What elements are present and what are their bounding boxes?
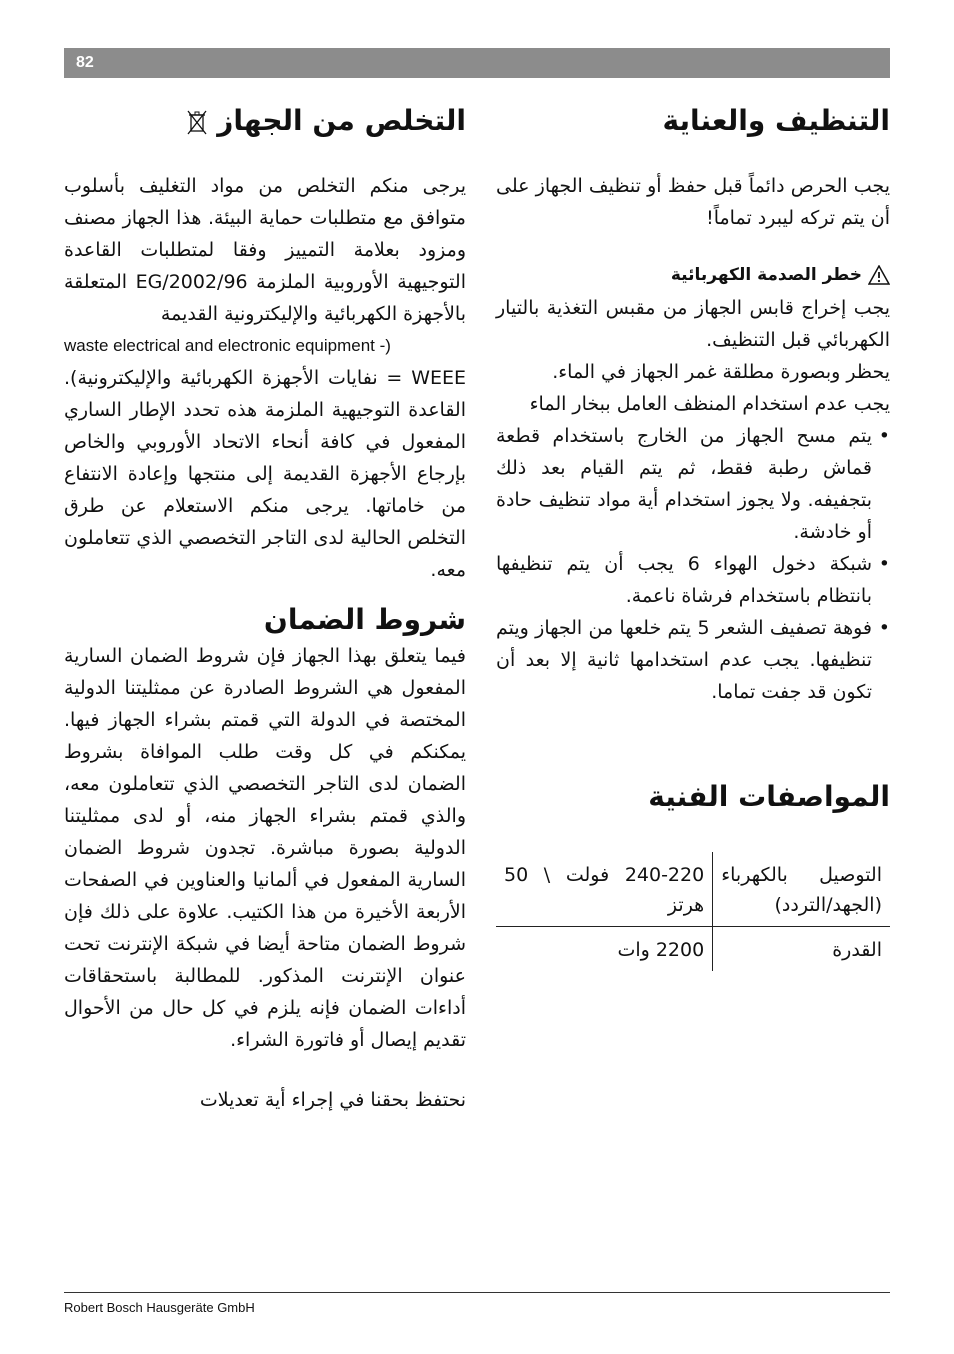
warning-heading (496, 258, 890, 292)
weee-english-line: waste electrical and electronic equipment -) (64, 336, 391, 355)
disposal-text-1: يرجى منكم التخلص من مواد التغليف بأسلوب متوافق مع متطلبات حماية البيئة. هذا الجهاز مصنف ومزود بعلامة التمييز وفقا لمتطلبات القاعدة التوجيهية الأوروبية الملزمة 2002/96/EG المتعلقة بالأجهزة الكهربائية والإليكترونية القديمة (64, 175, 466, 325)
warning-title: خطر الصدمة الكهربائية (670, 265, 862, 285)
warranty-text: فيما يتعلق بهذا الجهاز فإن شروط الضمان السارية المفعول هي الشروط الصادرة عن ممثليتنا الدولية المختصة في الدولة التي قمتم بشراء الجهاز فيها. يمكنكم في كل وقت طلب الموافاة بشروط الضمان لدى التاجر التخصصي الذي تتعاملون معه، والذي قمتم بشراء الجهاز منه، أو لدى ممثليتنا الدولية بصورة مباشرة. تجدون شروط الضمان السارية المفعول في ألمانيا والعناوين في الصفحات الأربعة الأخيرة من هذا الكتيب. علاوة على ذلك فإن شروط الضمان متاحة أيضا في شبكة الإنترنت تحت عنوان الإنترنت المذكور. للمطالبة باستحقاقات أداءات الضمان فإنه يلزم في كل حال من الأحوال تقديم إيصال أو فاتورة الشراء. (64, 645, 466, 1051)
specs-table (496, 852, 890, 971)
cleaning-title: التنظيف والعناية (662, 104, 890, 137)
spec-label: القدرة (713, 927, 890, 972)
crossed-bin-icon (187, 109, 207, 135)
warranty-title: شروط الضمان (263, 603, 466, 636)
warning-triangle-icon (868, 265, 890, 285)
table-row (496, 927, 890, 972)
disposal-column (64, 96, 466, 1116)
disposal-title: التخلص من الجهاز (217, 104, 466, 137)
cleaning-column (496, 96, 890, 971)
list-item: • شبكة دخول الهواء 6 يجب أن يتم تنظيفها بانتظام باستخدام فرشاة ناعمة. (496, 553, 890, 607)
spec-value: 240-220 فولت \ 50 هرتز (496, 852, 713, 927)
list-item: • فوهة تصفيف الشعر 5 يتم خلعها من الجهاز ويتم تنظيفها. يجب عدم استخدامها ثانية إلا بعد أن تكون قد جفت تماما. (496, 617, 890, 703)
header-bar (64, 48, 890, 78)
spec-label: التوصيل بالكهرباء (الجهد/التردد) (721, 864, 882, 916)
warning-text-3: يجب عدم استخدام المنظف العامل ببخار الماء (529, 393, 890, 415)
footer-company: Robert Bosch Hausgeräte GmbH (64, 1300, 255, 1315)
page-number: 82 (76, 54, 94, 71)
cleaning-bullets (496, 420, 890, 708)
footer-divider (64, 1292, 890, 1293)
cleaning-intro: يجب الحرص دائماً قبل حفظ أو تنظيف الجهاز على أن يتم تركه ليبرد تماماً! (496, 175, 890, 229)
disposal-text-2: WEEE = نفايات الأجهزة الكهربائية والإليكترونية). القاعدة التوجيهية الملزمة هذه تحدد الإطار الساري المفعول في كافة أنحاء الاتحاد الأوروبي والخاص بإرجاع الأجهزة القديمة إلى منتجها وإعادة الانتفاع من خاماتها. يرجى منكم الاستعلام عن طرق التخلص الحالية لدى التاجر التخصصي الذي تتعاملون معه. (64, 367, 466, 581)
list-item: • يتم مسح الجهاز من الخارج باستخدام قطعة قماش رطبة فقط، ثم يتم القيام بعد ذلك بتجفيفه. ولا يجوز استخدام أية مواد تنظيف حادة أو خادشة. (496, 425, 890, 543)
warning-text-2: يحظر وبصورة مطلقة غمر الجهاز في الماء. (552, 361, 890, 383)
warranty-reservation: نحتفظ بحقنا في إجراء أية تعديلات (199, 1089, 466, 1111)
spec-value: 2200 وات (496, 927, 713, 972)
warning-text-1: يجب إخراج قابس الجهاز من مقبس التغذية بالتيار الكهربائي قبل التنظيف. (496, 297, 890, 351)
specs-title: المواصفات الفنية (648, 780, 890, 813)
table-row (496, 852, 890, 927)
disposal-heading (64, 96, 466, 146)
